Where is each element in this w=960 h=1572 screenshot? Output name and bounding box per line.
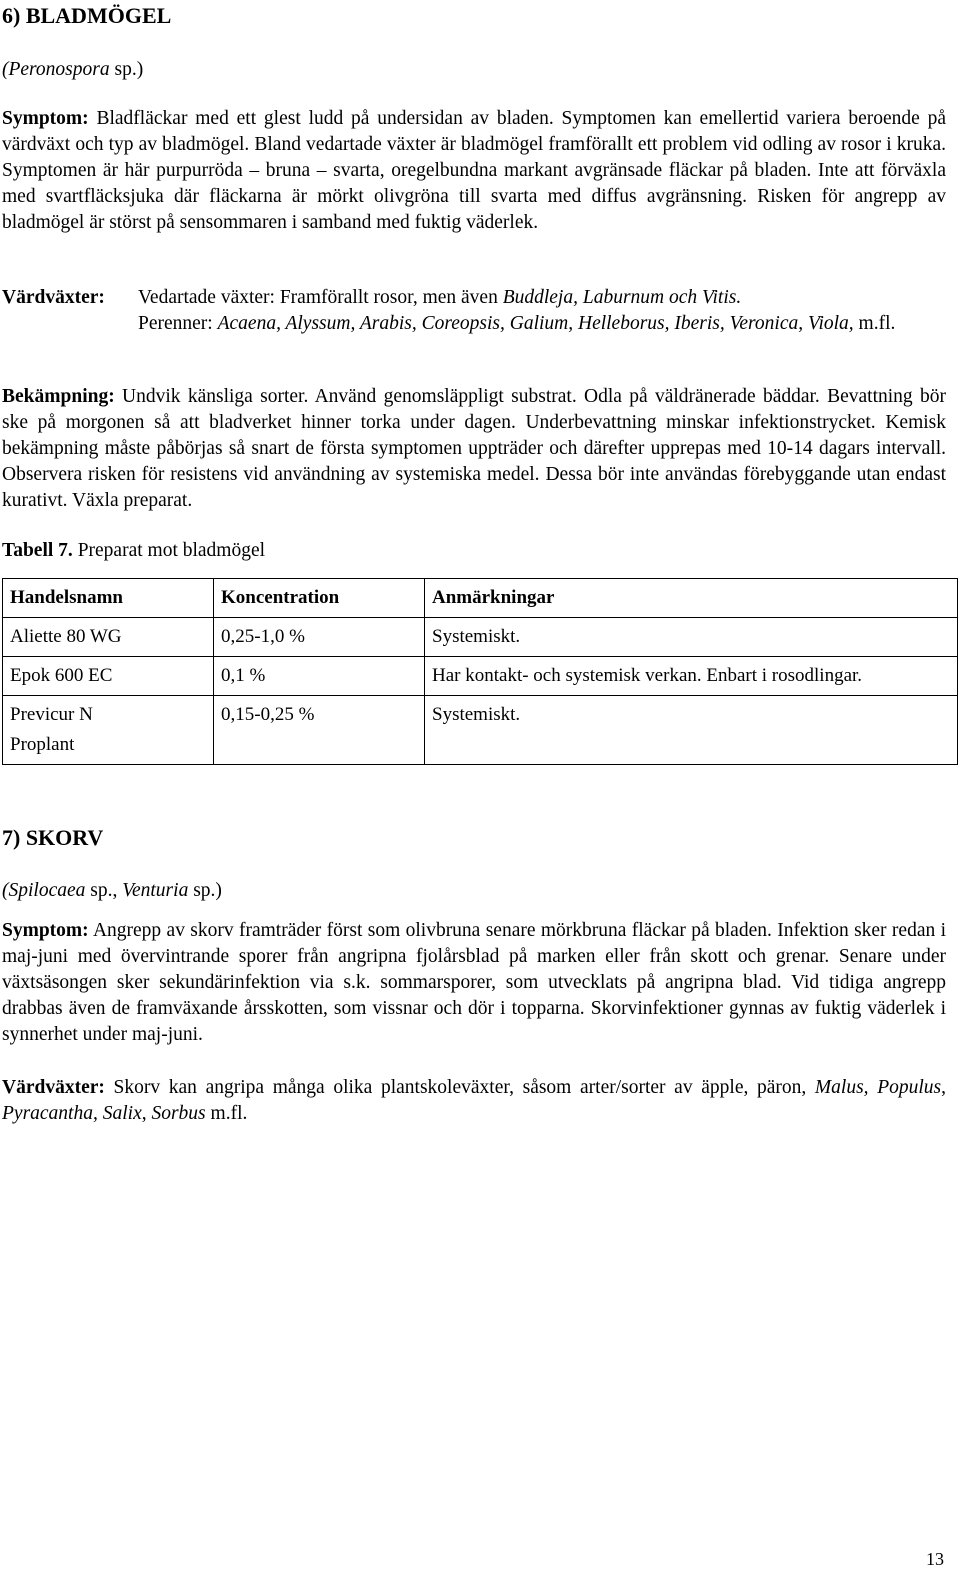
cell-remarks: Systemiskt. <box>425 696 958 765</box>
symptom-text: Bladfläckar med ett glest ludd på undersidan av bladen. Symptomen kan emellertid variera beroende på värdväxt och typ av bladmögel. Bland vedartade växter är bladmögel framförallt ett problem vid odling av rosor i kruka. Symptomen är här purpurröda – bruna – svarta, oregelbundna markant avgränsade fläckar på bladen. Inte att förväxla med svartfläcksjuka där fläckarna är mörkt olivgröna till svarta med diffus avgränsning. Risken för angrepp av bladmögel är störst på sensommaren i samband med fuktig väderlek. <box>2 108 946 233</box>
table-caption <box>2 538 265 564</box>
host-text-woody <box>138 285 946 311</box>
section-heading: 7) SKORV <box>2 825 104 850</box>
control-label: Bekämpning: <box>2 386 115 407</box>
cell-concentration: 0,15-0,25 % <box>214 696 425 765</box>
host-row-woody <box>2 285 946 311</box>
table-caption-label: Tabell 7. <box>2 540 73 561</box>
header-remarks: Anmärkningar <box>425 579 958 618</box>
host-text: Skorv kan angripa många olika plantskoleväxter, såsom arter/sorter av äpple, päron, <box>104 1077 815 1098</box>
cell-remarks: Systemiskt. <box>425 618 958 657</box>
host-label: Värdväxter: <box>2 287 105 308</box>
latin-suffix-2: sp.) <box>188 880 222 901</box>
cell-trade-name: Epok 600 EC <box>3 657 214 696</box>
host-sep-1: , <box>941 1077 946 1098</box>
host-label-spacer <box>2 311 138 337</box>
host-plants-block <box>2 285 946 337</box>
control-text: Undvik känsliga sorter. Använd genomsläppligt substrat. Odla på väldränerade bäddar. Bevattning bör ske på morgonen så att bladverket hinner torka under dagen. Underbevattning minskar infektionstrycket. Kemisk bekämpning måste påbörjas så snart de första symptomen uppträder och därefter upprepas med 10-14 dagars intervall. Observera risken för resistens vid användning av systemiska medel. Dessa bör inte användas förebyggande utan endast kurativt. Växla preparat. <box>2 386 946 511</box>
host-italic-3: Sorbus <box>151 1103 206 1124</box>
table-row <box>3 657 958 696</box>
host-row-perennial <box>2 311 946 337</box>
host-perennial-end: m.fl. <box>853 313 896 334</box>
table-row <box>3 618 958 657</box>
section-heading: 6) BLADMÖGEL <box>2 3 172 28</box>
cell-concentration: 0,1 % <box>214 657 425 696</box>
host-text-perennial <box>138 311 946 337</box>
cell-trade-name-line1: Previcur N <box>10 704 93 725</box>
symptom-paragraph <box>2 106 946 236</box>
symptom-label: Symptom: <box>2 920 89 941</box>
latin-genus-2: Venturia <box>122 880 189 901</box>
host-perennial-italic: Acaena, Alyssum, Arabis, Coreopsis, Galium, Helleborus, Iberis, Veronica, Viola, <box>217 313 854 334</box>
latin-suffix-1: sp., <box>85 880 123 901</box>
header-trade-name: Handelsnamn <box>3 579 214 618</box>
page-number: 13 <box>926 1549 944 1569</box>
table-caption-text: Preparat mot bladmögel <box>72 540 266 561</box>
host-italic-1: Malus, Populus <box>814 1077 942 1098</box>
host-end: m.fl. <box>205 1103 248 1124</box>
control-paragraph <box>2 384 946 514</box>
host-label: Värdväxter: <box>2 1077 105 1098</box>
latin-name <box>2 878 222 904</box>
latin-genus-1: (Spilocaea <box>2 880 86 901</box>
header-concentration: Koncentration <box>214 579 425 618</box>
host-sep-2: , <box>141 1103 152 1124</box>
host-woody-italic: Buddleja, Laburnum och Vitis. <box>502 287 742 308</box>
cell-trade-name-line2: Proplant <box>10 734 75 755</box>
host-italic-2: Pyracantha, Salix <box>2 1103 142 1124</box>
cell-trade-name <box>3 696 214 765</box>
cell-trade-name: Aliette 80 WG <box>3 618 214 657</box>
host-plants-paragraph <box>2 1075 946 1127</box>
host-perennial-plain: Perenner: <box>138 313 218 334</box>
table-header-row <box>3 579 958 618</box>
latin-name <box>2 57 143 83</box>
latin-genus: (Peronospora <box>2 59 110 80</box>
host-woody-plain: Vedartade växter: Framförallt rosor, men även <box>138 287 503 308</box>
symptom-text: Angrepp av skorv framträder först som olivbruna senare mörkbruna fläckar på bladen. Infektion sker redan i maj-juni med övervintrande sporer från angripna fjolårsblad på marken eller från skott och grenar. Senare under växtsäsongen sker sekundärinfektion via s.k. sommarsporer, som utvecklats på angripna blad. Vid tidiga angrepp drabbas även de framväxande årsskotten, som vissnar och dör i topparna. Skorvinfektioner gynnas av fuktig väderlek i synnerhet under maj-juni. <box>2 920 946 1045</box>
table-row <box>3 696 958 765</box>
cell-remarks: Har kontakt- och systemisk verkan. Enbart i rosodlingar. <box>425 657 958 696</box>
symptom-paragraph <box>2 918 946 1048</box>
product-table <box>2 578 958 765</box>
latin-suffix: sp.) <box>109 59 144 80</box>
symptom-label: Symptom: <box>2 108 89 129</box>
cell-concentration: 0,25-1,0 % <box>214 618 425 657</box>
